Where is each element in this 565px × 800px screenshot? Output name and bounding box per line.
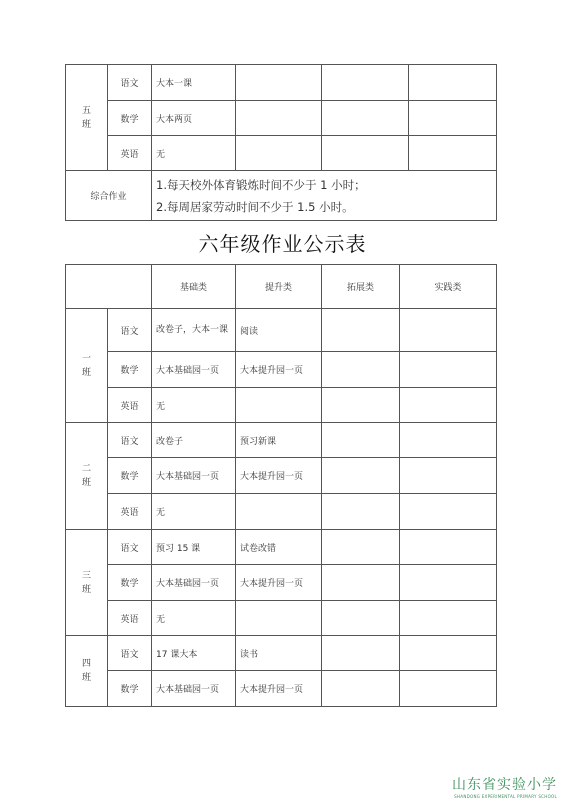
improve-cell [236, 494, 322, 530]
improve-cell [236, 388, 322, 423]
improve-cell: 大本提升园一页 [236, 458, 322, 494]
school-logo [452, 774, 557, 799]
subject-cell: 语文 [108, 636, 152, 671]
subject-cell: 语文 [108, 423, 152, 458]
improve-cell [236, 601, 322, 636]
class-name: 五 班 [66, 65, 108, 171]
basic-cell: 大本基础园一页 [152, 458, 236, 494]
improve-cell: 读书 [236, 636, 322, 671]
summary-label: 综合作业 [66, 171, 152, 221]
header-basic: 基础类 [152, 265, 236, 309]
basic-cell: 17 课大本 [152, 636, 236, 671]
school-logo-en: SHANDONG EXPERIMENTAL PRIMARY SCHOOL [454, 794, 557, 799]
summary-content [152, 171, 497, 221]
header-practice: 实践类 [400, 265, 497, 309]
improve-cell: 大本提升园一页 [236, 671, 322, 707]
subject-cell: 语文 [108, 309, 152, 352]
basic-cell: 无 [152, 601, 236, 636]
subject-cell: 英语 [108, 388, 152, 423]
header-improve: 提升类 [236, 265, 322, 309]
improve-cell: 试卷改错 [236, 530, 322, 565]
class-name: 一 班 [66, 309, 108, 423]
class-name: 四 班 [66, 636, 108, 707]
page-title: 六年级作业公示表 [198, 232, 367, 256]
improve-cell: 阅读 [236, 309, 322, 352]
subject-cell: 数学 [108, 352, 152, 388]
summary-line: 1.每天校外体育锻炼时间不少于 1 小时； [156, 177, 366, 192]
subject-cell: 数学 [108, 101, 152, 136]
subject-cell: 数学 [108, 458, 152, 494]
basic-cell: 大本基础园一页 [152, 352, 236, 388]
header-extend: 拓展类 [322, 265, 400, 309]
class-name: 二 班 [66, 423, 108, 530]
subject-cell: 英语 [108, 136, 152, 171]
grade-six-table [65, 264, 497, 707]
basic-cell: 无 [152, 388, 236, 423]
school-logo-cn: 山东省实验小学 [452, 777, 557, 793]
class-name: 三 班 [66, 530, 108, 636]
summary-line: 2.每周居家劳动时间不少于 1.5 小时。 [156, 199, 354, 214]
basic-cell: 大本一课 [152, 65, 236, 101]
basic-cell: 改卷子 [152, 423, 236, 458]
subject-cell: 数学 [108, 671, 152, 707]
basic-cell: 无 [152, 136, 236, 171]
subject-cell: 数学 [108, 565, 152, 601]
subject-cell: 语文 [108, 65, 152, 101]
basic-cell: 大本基础园一页 [152, 671, 236, 707]
subject-cell: 语文 [108, 530, 152, 565]
subject-cell: 英语 [108, 601, 152, 636]
basic-cell: 大本基础园一页 [152, 565, 236, 601]
improve-cell: 大本提升园一页 [236, 565, 322, 601]
subject-cell: 英语 [108, 494, 152, 530]
improve-cell: 预习新课 [236, 423, 322, 458]
basic-cell: 预习 15 课 [152, 530, 236, 565]
basic-cell: 改卷子，大本一课 [152, 309, 236, 352]
class-five-table [65, 64, 497, 221]
basic-cell: 大本两页 [152, 101, 236, 136]
improve-cell: 大本提升园一页 [236, 352, 322, 388]
basic-cell: 无 [152, 494, 236, 530]
